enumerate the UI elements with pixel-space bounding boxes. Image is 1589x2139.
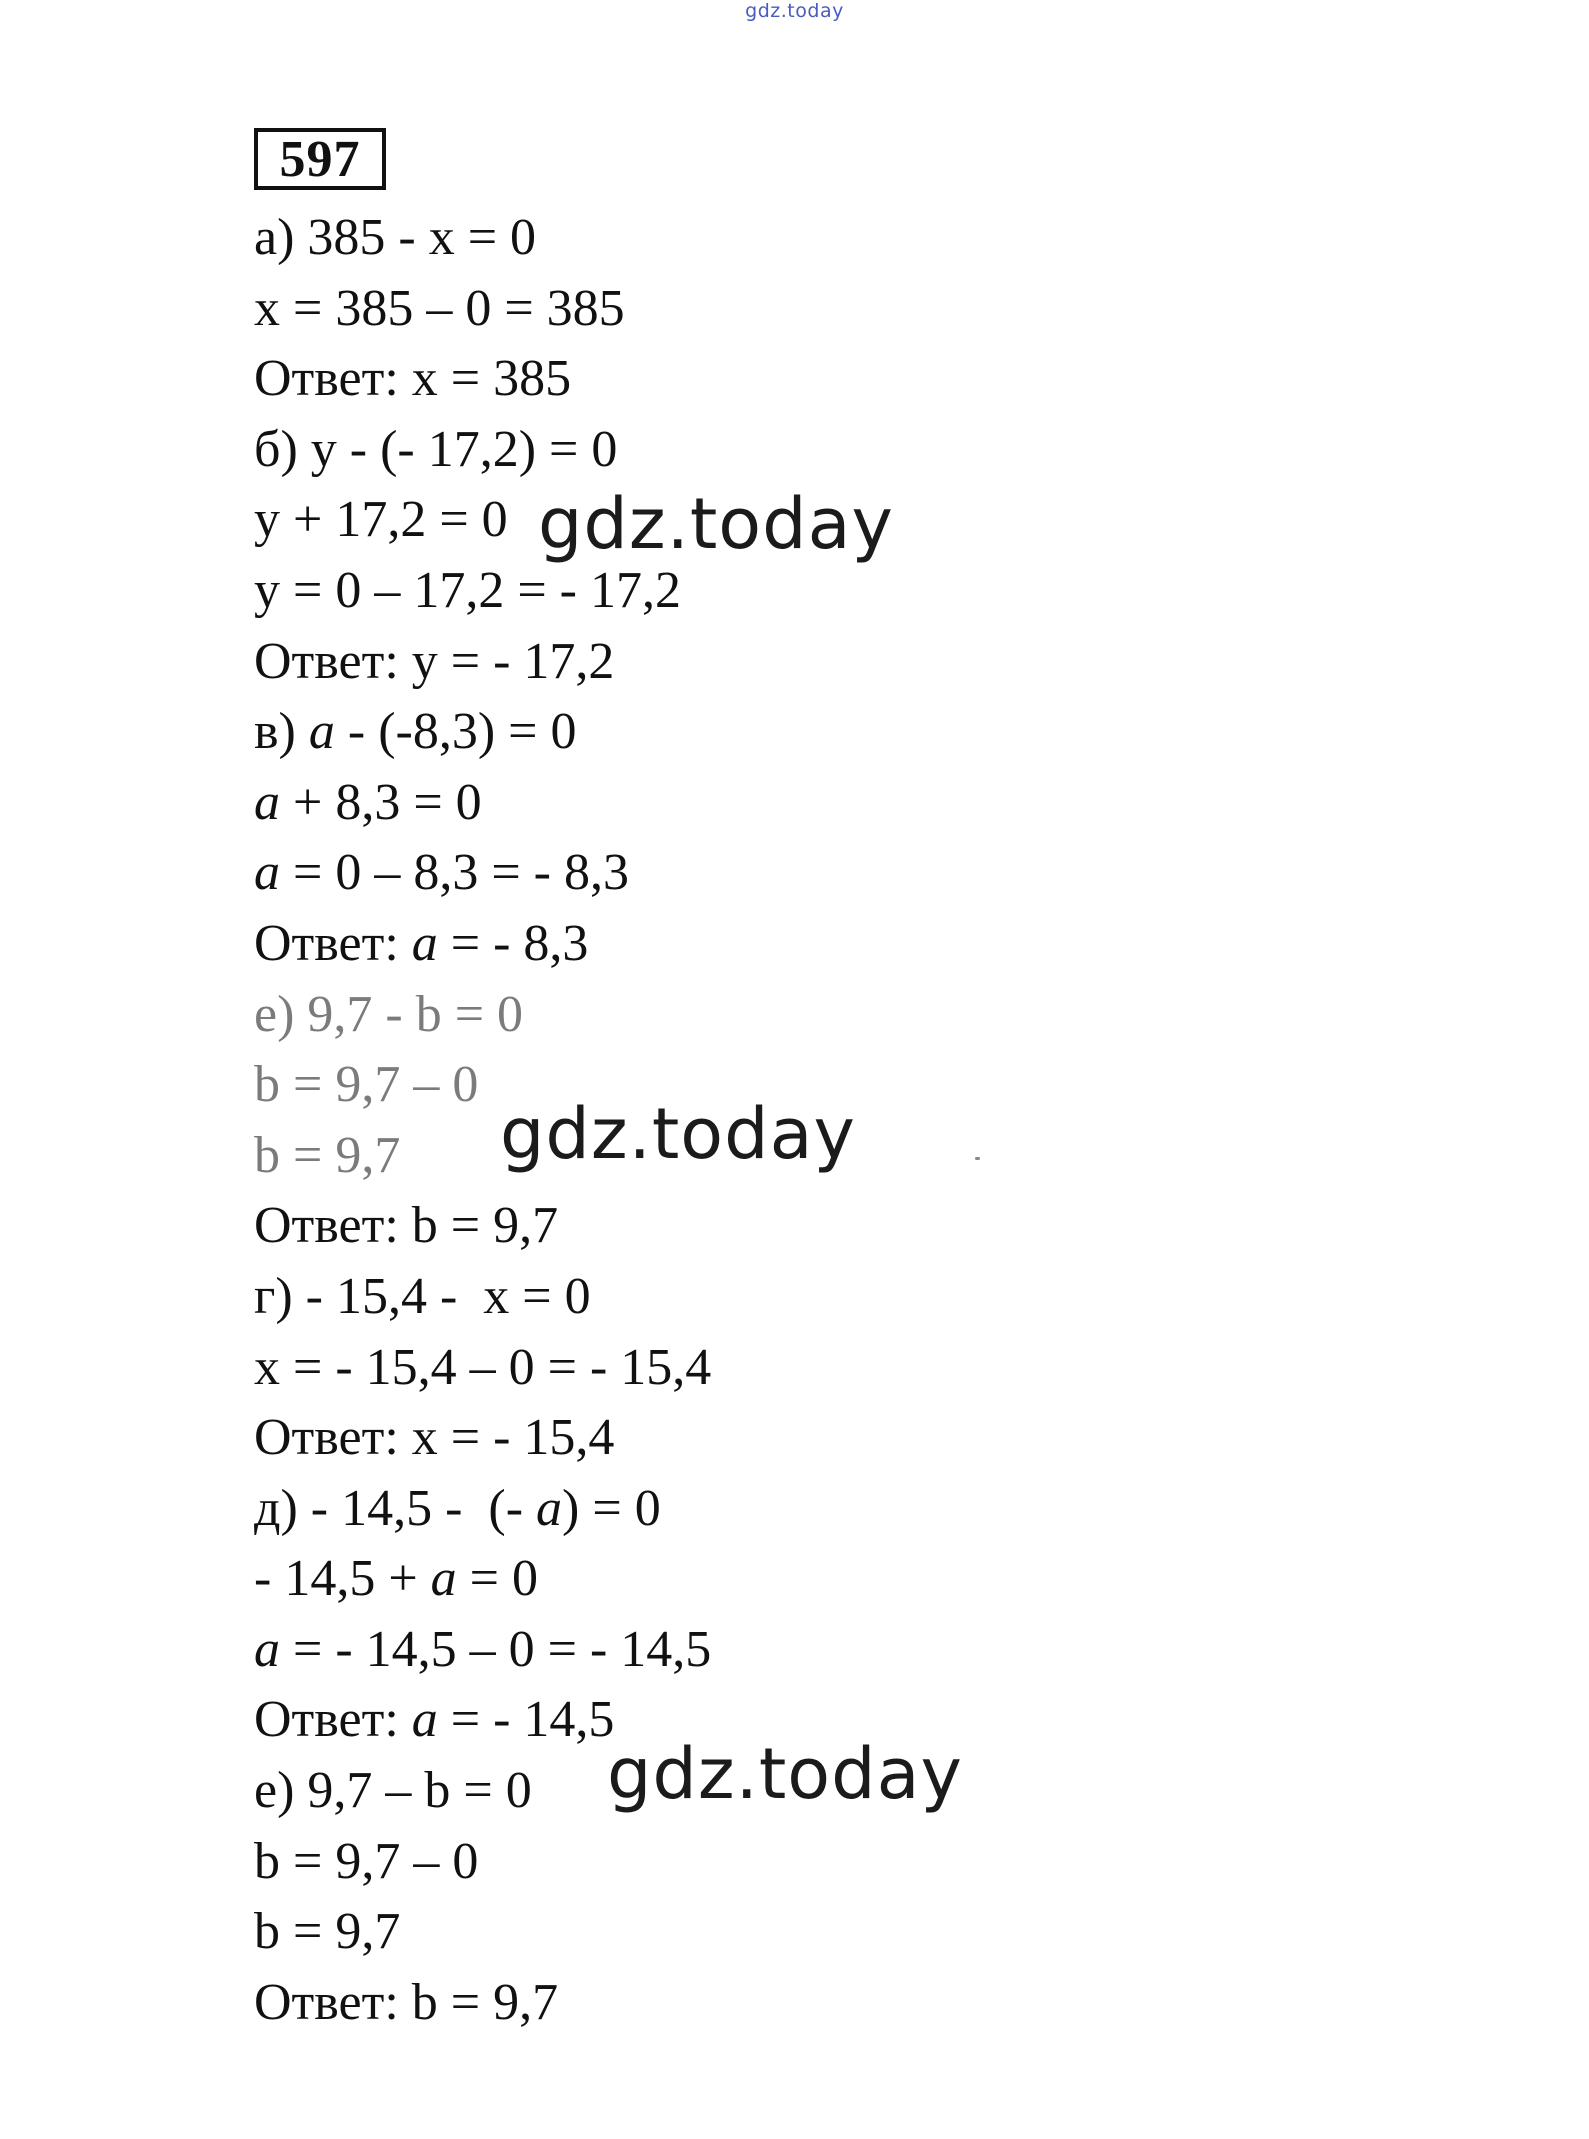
watermark-text: gdz.today <box>607 1733 963 1815</box>
solution-line: Ответ: a = - 14,5 <box>254 1691 615 1749</box>
header-watermark: gdz.today <box>745 0 844 22</box>
solution-line: b = 9,7 – 0 <box>254 1832 479 1890</box>
watermark-text: gdz.today <box>538 483 894 565</box>
solution-line: y = 0 – 17,2 = - 17,2 <box>254 561 681 619</box>
solution-line: Ответ: x = - 15,4 <box>254 1409 615 1467</box>
solution-line: г) - 15,4 - x = 0 <box>254 1267 591 1325</box>
solution-line: a + 8,3 = 0 <box>254 773 482 831</box>
solution-line: в) a - (-8,3) = 0 <box>254 703 577 761</box>
task-number: 597 <box>254 128 386 190</box>
solution-line: Ответ: y = - 17,2 <box>254 632 615 690</box>
solution-line: - 14,5 + a = 0 <box>254 1550 538 1608</box>
solution-line: е) 9,7 – b = 0 <box>254 1762 532 1820</box>
solution-line: а) 385 - x = 0 <box>254 209 537 266</box>
solution-line: Ответ: x = 385 <box>254 350 572 408</box>
solution-line: б) y - (- 17,2) = 0 <box>254 420 618 478</box>
solution-line: Ответ: b = 9,7 <box>254 1197 559 1255</box>
solution-line: x = - 15,4 – 0 = - 15,4 <box>254 1338 712 1396</box>
solution-line: Ответ: b = 9,7 <box>254 1973 559 2031</box>
watermark-text: gdz.today <box>500 1093 856 1175</box>
solution-line: b = 9,7 <box>254 1903 401 1961</box>
solution-line: д) - 14,5 - (- a) = 0 <box>254 1479 661 1537</box>
solution-line: a = 0 – 8,3 = - 8,3 <box>254 844 629 902</box>
solution-line: x = 385 – 0 = 385 <box>254 279 625 337</box>
scan-speck <box>975 1157 980 1160</box>
solution-line: y + 17,2 = 0 <box>254 491 508 549</box>
solution-line: b = 9,7 – 0 <box>254 1056 479 1114</box>
solution-line: a = - 14,5 – 0 = - 14,5 <box>254 1620 712 1678</box>
solution-line: Ответ: a = - 8,3 <box>254 914 589 972</box>
solution-line: b = 9,7 <box>254 1126 401 1184</box>
solution-line: е) 9,7 - b = 0 <box>254 985 524 1043</box>
